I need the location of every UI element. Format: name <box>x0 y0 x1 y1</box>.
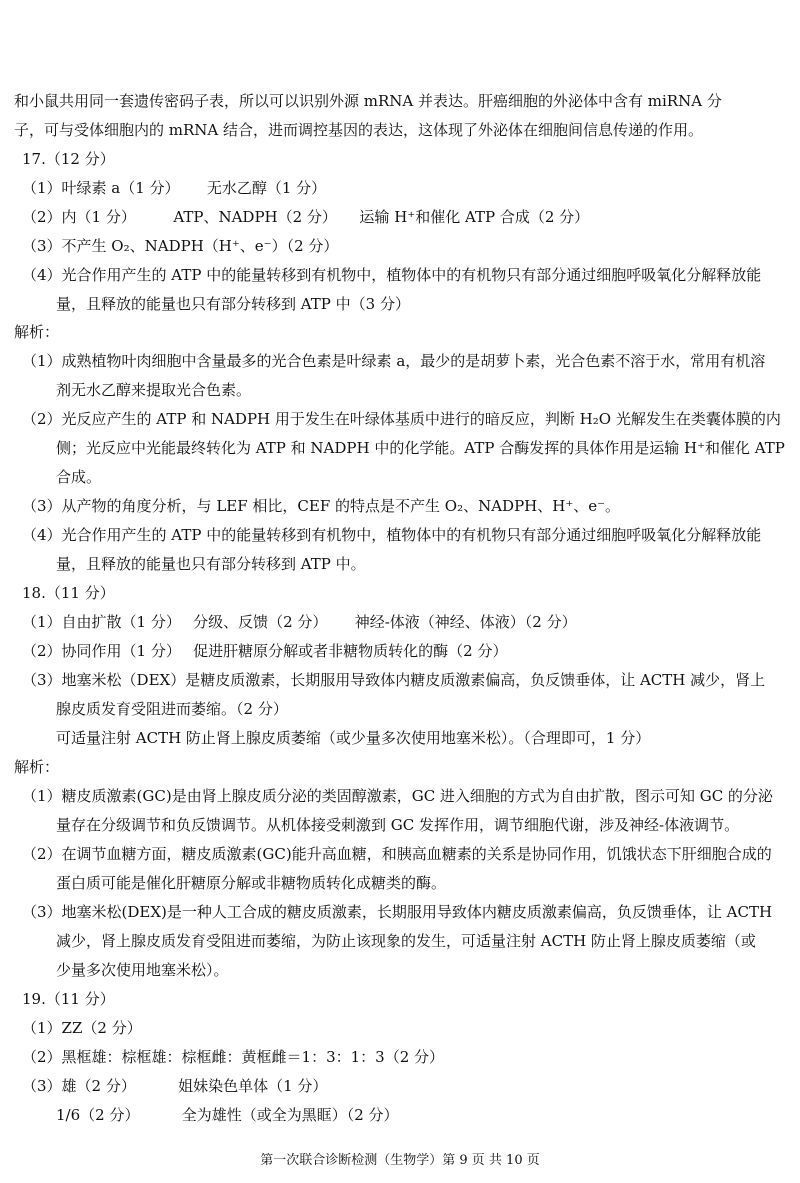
answer-line: 可适量注射 ACTH 防止肾上腺皮质萎缩（或少量多次使用地塞米松）。（合理即可，1 分） <box>56 729 651 747</box>
answer-line: （2）内（1 分） ATP、NADPH（2 分） 运输 H⁺和催化 ATP 合成（2 分） <box>22 208 590 226</box>
answer-line: （3）不产生 O₂、NADPH（H⁺、e⁻）（2 分） <box>22 237 339 255</box>
answer-line: （1）自由扩散（1 分） 分级、反馈（2 分） 神经-体液（神经、体液）（2 分） <box>22 613 577 631</box>
question-heading-19: 19.（11 分） <box>22 990 115 1008</box>
answer-line: （3）雄（2 分） 姐妹染色单体（1 分） <box>22 1077 328 1095</box>
analysis-line: （3）从产物的角度分析，与 LEF 相比，CEF 的特点是不产生 O₂、NADPH、H⁺、e⁻。 <box>22 497 621 515</box>
answer-line: （3）地塞米松（DEX）是糖皮质激素，长期服用导致体内糖皮质激素偏高，负反馈垂体，让 ACTH 减少，肾上 <box>22 671 766 689</box>
question-heading-17: 17.（12 分） <box>22 150 115 168</box>
answer-line: 腺皮质发育受阻进而萎缩。（2 分） <box>56 700 288 718</box>
analysis-line: 量存在分级调节和负反馈调节。从机体接受刺激到 GC 发挥作用，调节细胞代谢，涉及神经-体液调节。 <box>56 816 740 834</box>
answer-line: 量，且释放的能量也只有部分转移到 ATP 中（3 分） <box>56 295 410 313</box>
analysis-line: 蛋白质可能是催化肝糖原分解或非糖物质转化成糖类的酶。 <box>56 874 447 892</box>
analysis-line: （2）光反应产生的 ATP 和 NADPH 用于发生在叶绿体基质中进行的暗反应，判断 H₂O 光解发生在类囊体膜的内 <box>22 410 781 428</box>
analysis-line: （3）地塞米松(DEX)是一种人工合成的糖皮质激素，长期服用导致体内糖皮质激素偏高，负反馈垂体，让 ACTH <box>22 903 773 921</box>
answer-line: （2）协同作用（1 分） 促进肝糖原分解或者非糖物质转化的酶（2 分） <box>22 642 508 660</box>
analysis-line: （4）光合作用产生的 ATP 中的能量转移到有机物中，植物体中的有机物只有部分通过细胞呼吸氧化分解释放能 <box>22 526 762 544</box>
page-footer: 第一次联合诊断检测（生物学）第 9 页 共 10 页 <box>260 1153 540 1168</box>
analysis-line: 侧；光反应中光能最终转化为 ATP 和 NADPH 中的化学能。ATP 合酶发挥的具体作用是运输 H⁺和催化 ATP <box>56 439 785 457</box>
answer-line: （1）叶绿素 a（1 分） 无水乙醇（1 分） <box>22 179 327 197</box>
analysis-line: （2）在调节血糖方面，糖皮质激素(GC)能升高血糖，和胰高血糖素的关系是协同作用，饥饿状态下肝细胞合成的 <box>22 845 772 863</box>
answer-line: （1）ZZ（2 分） <box>22 1019 142 1037</box>
answer-line: （4）光合作用产生的 ATP 中的能量转移到有机物中，植物体中的有机物只有部分通过细胞呼吸氧化分解释放能 <box>22 266 762 284</box>
analysis-line: 剂无水乙醇来提取光合色素。 <box>56 381 252 399</box>
analysis-heading: 解析： <box>14 323 60 341</box>
analysis-heading: 解析： <box>14 758 60 776</box>
analysis-line: 少量多次使用地塞米松）。 <box>56 961 229 979</box>
analysis-line: 合成。 <box>56 468 102 486</box>
answer-line: 1/6（2 分） 全为雄性（或全为黑眶）（2 分） <box>56 1106 399 1124</box>
text-line: 子，可与受体细胞内的 mRNA 结合，进而调控基因的表达，这体现了外泌体在细胞间信息传递的作用。 <box>14 121 704 139</box>
analysis-line: 量，且释放的能量也只有部分转移到 ATP 中。 <box>56 555 366 573</box>
answer-line: （2）黑框雄：棕框雄：棕框雌：黄框雌＝1：3：1：3（2 分） <box>22 1048 445 1066</box>
analysis-line: （1）糖皮质激素(GC)是由肾上腺皮质分泌的类固醇激素，GC 进入细胞的方式为自由扩散，图示可知 GC 的分泌 <box>22 787 773 805</box>
question-heading-18: 18.（11 分） <box>22 584 115 602</box>
text-line: 和小鼠共用同一套遗传密码子表，所以可以识别外源 mRNA 并表达。肝癌细胞的外泌体中含有 miRNA 分 <box>14 92 722 110</box>
analysis-line: （1）成熟植物叶肉细胞中含量最多的光合色素是叶绿素 a，最少的是胡萝卜素，光合色素不溶于水，常用有机溶 <box>22 352 766 370</box>
analysis-line: 减少，肾上腺皮质发育受阻进而萎缩，为防止该现象的发生，可适量注射 ACTH 防止肾上腺皮质萎缩（或 <box>56 932 756 950</box>
